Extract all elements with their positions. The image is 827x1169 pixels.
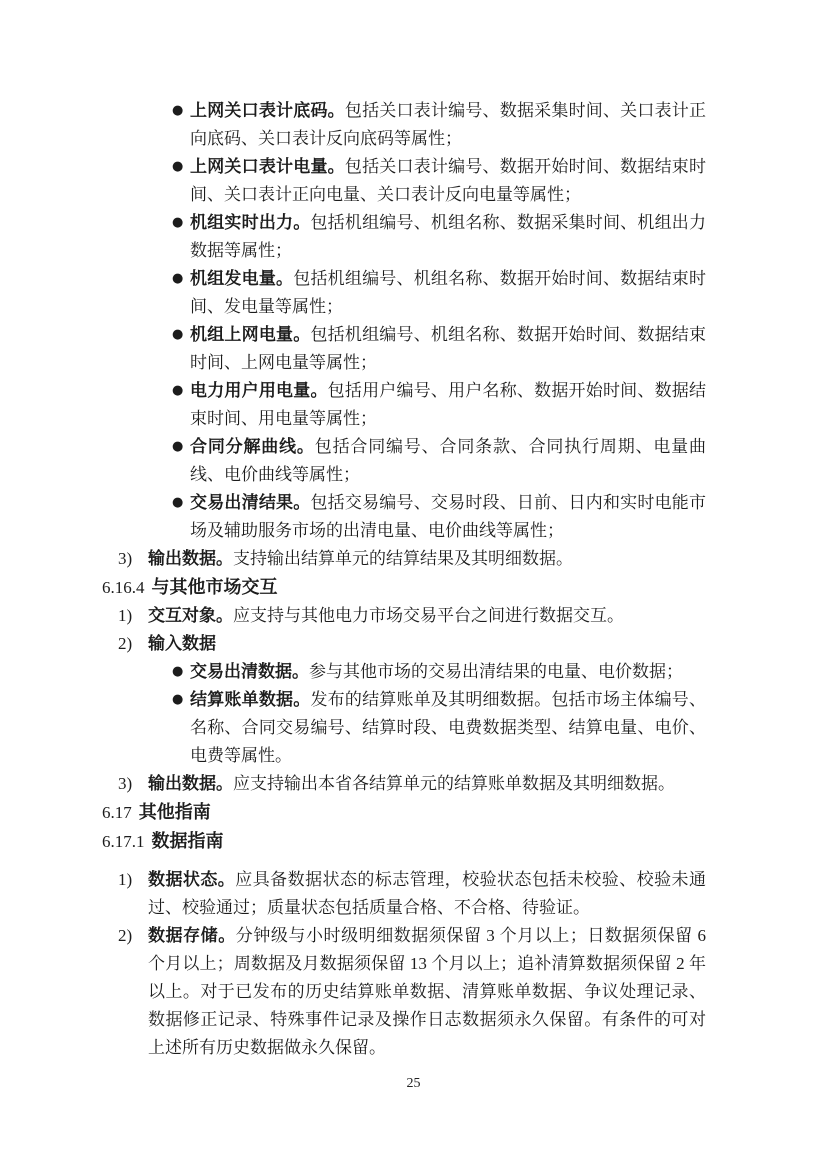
bullet-icon: ● [172,495,184,510]
item-text: 包括交易编号、交易时段、日前、日内和实时电能市场及辅助服务市场的出清电量、电价曲线等属性； [190,493,707,540]
item-label: 电力用户用电量。 [190,381,328,400]
bullet-list-item [102,97,706,153]
bullet-list-item [102,489,706,545]
item-label: 输入数据 [148,634,216,653]
item-text: 包括机组编号、机组名称、数据采集时间、机组出力数据等属性； [190,213,707,260]
item-text: 包括合同编号、合同条款、合同执行周期、电量曲线、电价曲线等属性； [190,437,706,484]
bullet-icon: ● [172,383,184,398]
item-label: 交互对象。 [148,606,233,625]
item-label: 机组上网电量。 [190,325,311,344]
numbered-list-item [102,770,706,798]
item-label: 机组实时出力。 [190,213,311,232]
heading-number: 6.17 [102,803,132,822]
heading-text: 其他指南 [138,802,211,822]
item-text: 支持输出结算单元的结算结果及其明细数据。 [233,549,573,568]
item-label: 上网关口表计电量。 [190,157,345,176]
item-label: 交易出清结果。 [190,493,311,512]
item-label: 输出数据。 [148,774,233,793]
item-label: 输出数据。 [148,549,233,568]
item-number: 2) [118,634,133,653]
bullet-list-item [102,321,706,377]
numbered-list-item [102,922,706,1062]
bullet-icon: ● [172,692,184,707]
item-text: 发布的结算账单及其明细数据。包括市场主体编号、名称、合同交易编号、结算时段、电费数据类型、结算电量、电价、电费等属性。 [190,690,707,765]
bullet-icon: ● [172,327,184,342]
item-label: 交易出清数据。 [190,662,309,681]
section-heading [102,573,706,602]
bullet-icon: ● [172,439,184,454]
item-label: 上网关口表计底码。 [190,101,345,120]
numbered-list-item [102,630,706,658]
bullet-icon: ● [172,215,184,230]
item-text: 应支持与其他电力市场交易平台之间进行数据交互。 [233,606,624,625]
item-text: 包括用户编号、用户名称、数据开始时间、数据结束时间、用电量等属性； [190,381,707,428]
item-text: 分钟级与小时级明细数据须保留 3 个月以上；日数据须保留 6 个月以上；周数据及月数据须保留 13 个月以上；追补清算数据须保留 2 年以上。对于已发布的历史结算账单数据、清算账单数据、争议处理记录、数据修正记录、特殊事件记录及操作日志数据须永久保留。有条件的可对上述所有历史数据做永久保留。 [148,926,706,1057]
item-label: 合同分解曲线。 [190,437,315,456]
bullet-icon: ● [172,664,184,679]
bullet-icon: ● [172,271,184,286]
item-number: 2) [118,926,133,945]
item-text: 包括机组编号、机组名称、数据开始时间、数据结束时间、发电量等属性； [190,269,707,316]
item-text: 应支持输出本省各结算单元的结算账单数据及其明细数据。 [233,774,675,793]
item-text: 包括机组编号、机组名称、数据开始时间、数据结束时间、上网电量等属性； [190,325,707,372]
item-number: 1) [118,870,133,889]
bullet-icon: ● [172,159,184,174]
item-text: 包括关口表计编号、数据开始时间、数据结束时间、关口表计正向电量、关口表计反向电量等属性； [190,157,707,204]
heading-number: 6.17.1 [102,832,145,851]
item-number: 3) [118,774,133,793]
bullet-list-item [102,153,706,209]
bullet-list-item [102,658,706,686]
bullet-icon: ● [172,103,184,118]
numbered-list-item [102,866,706,922]
numbered-list-item [102,602,706,630]
bullet-list-item [102,433,706,489]
bullet-list-item [102,686,706,770]
bullet-list-item [102,265,706,321]
item-text: 参与其他市场的交易出清结果的电量、电价数据； [309,662,683,681]
heading-text: 数据指南 [151,831,224,851]
document-content [102,97,706,1062]
item-text: 包括关口表计编号、数据采集时间、关口表计正向底码、关口表计反向底码等属性； [190,101,707,148]
item-label: 数据存储。 [148,926,236,945]
bullet-list-item [102,377,706,433]
item-number: 3) [118,549,133,568]
heading-text: 与其他市场交互 [151,577,278,597]
section-heading [102,827,706,856]
page-number: 25 [406,1076,421,1091]
item-label: 机组发电量。 [190,269,294,288]
item-label: 结算账单数据。 [190,690,311,709]
item-number: 1) [118,606,133,625]
heading-number: 6.16.4 [102,578,145,597]
section-heading [102,798,706,827]
item-label: 数据状态。 [148,870,236,889]
item-text: 应具备数据状态的标志管理，校验状态包括未校验、校验未通过、校验通过；质量状态包括质量合格、不合格、待验证。 [148,870,707,917]
numbered-list-item [102,545,706,573]
bullet-list-item [102,209,706,265]
